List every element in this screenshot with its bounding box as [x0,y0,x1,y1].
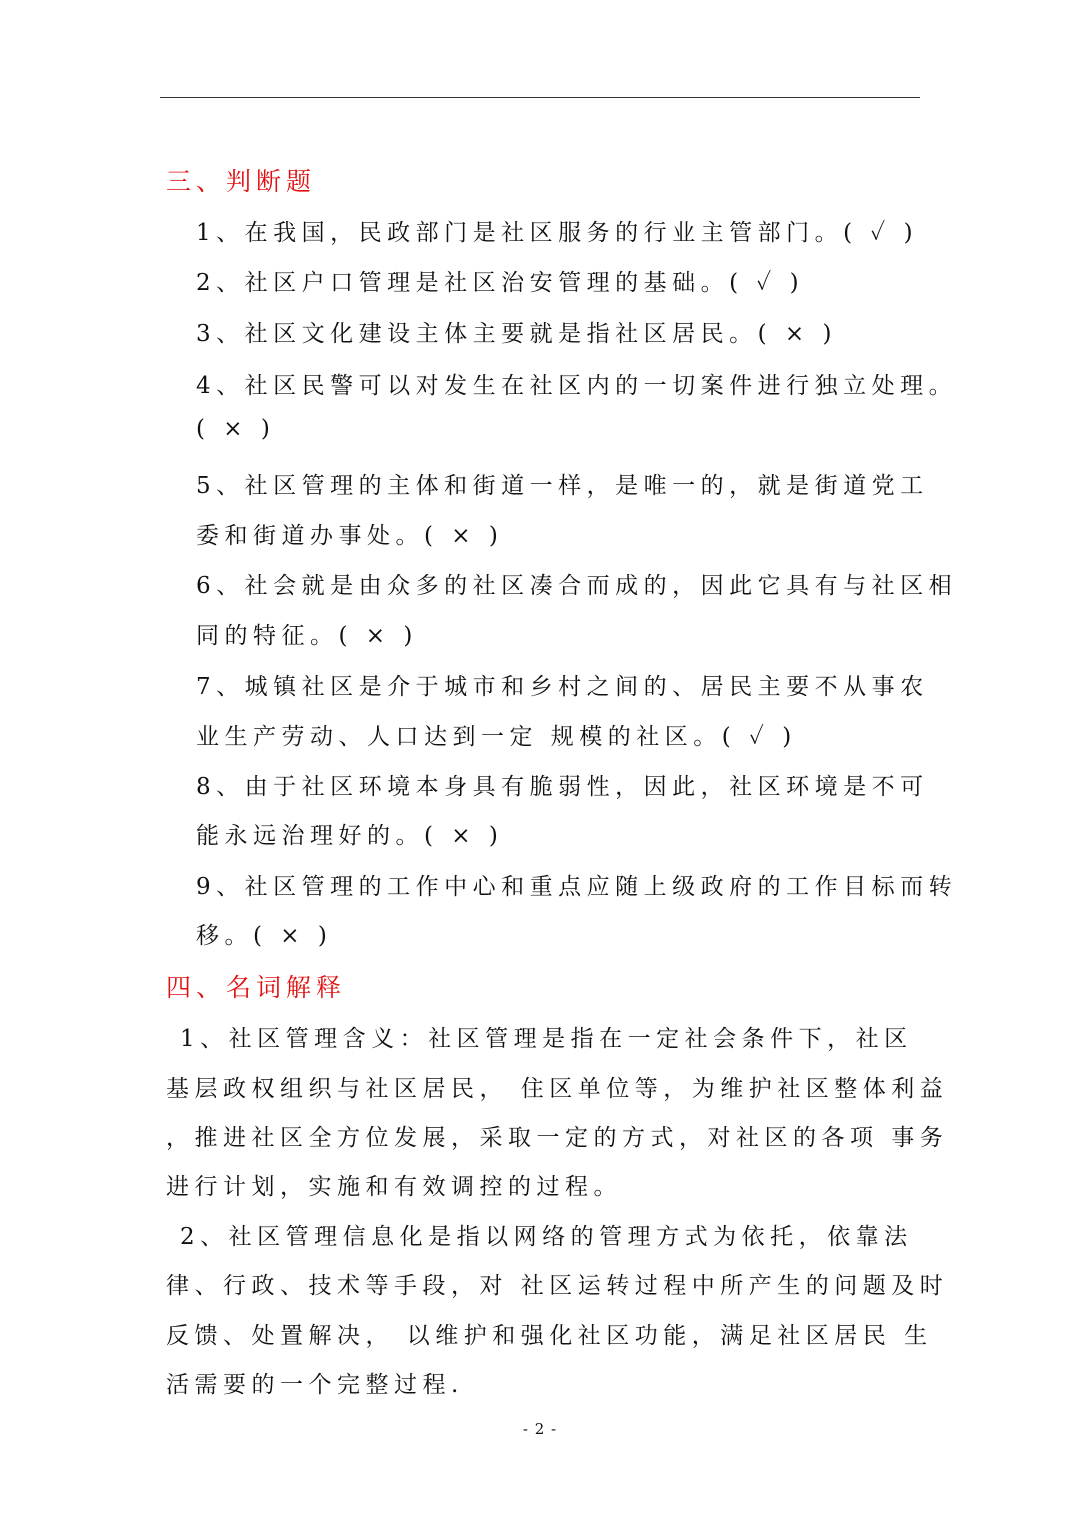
judgment-line: 5、社区管理的主体和街道一样，是唯一的，就是街道党工 [196,473,929,499]
judgment-line: 3、社区文化建设主体主要就是指社区居民。( × ) [196,321,837,347]
judgment-line: 9、社区管理的工作中心和重点应随上级政府的工作目标而转 [196,874,958,900]
judgment-line: 8、由于社区环境本身具有脆弱性，因此，社区环境是不可 [196,774,929,800]
judgment-line: 委和街道办事处。( × ) [196,523,504,549]
definition-line: 2、社区管理信息化是指以网络的管理方式为依托，依靠法 [180,1224,913,1250]
definition-line: 反馈、处置解决， 以维护和强化社区功能，满足社区居民 生 [166,1323,933,1349]
judgment-line: 同的特征。( × ) [196,623,418,649]
definition-line: ，推进社区全方位发展，采取一定的方式，对社区的各项 事务 [166,1125,949,1151]
definition-line: 活需要的一个完整过程. [166,1372,464,1398]
definition-line: 1、社区管理含义：社区管理是指在一定社会条件下，社区 [180,1026,913,1052]
section-heading-terms: 四、名词解释 [166,973,347,1002]
judgment-line: 6、社会就是由众多的社区凑合而成的，因此它具有与社区相 [196,573,958,599]
header-rule [160,97,920,98]
judgment-line: 7、城镇社区是介于城市和乡村之间的、居民主要不从事农 [196,674,929,700]
definition-line: 律、行政、技术等手段，对 社区运转过程中所产生的问题及时 [166,1273,949,1299]
page-number: - 2 - [522,1420,558,1438]
judgment-line: ( × ) [196,416,276,442]
judgment-line: 2、社区户口管理是社区治安管理的基础。( ✓ ) [196,270,805,296]
judgment-line: 1、在我国，民政部门是社区服务的行业主管部门。( ✓ ) [196,220,919,246]
definition-line: 基层政权组织与社区居民， 住区单位等，为维护社区整体利益 [166,1076,949,1102]
judgment-line: 4、社区民警可以对发生在社区内的一切案件进行独立处理。 [196,373,958,399]
judgment-line: 能永远治理好的。( × ) [196,823,504,849]
definition-line: 进行计划，实施和有效调控的过程。 [166,1174,622,1200]
section-heading-judgment: 三、判断题 [166,167,317,196]
judgment-line: 业生产劳动、人口达到一定 规模的社区。( ✓ ) [196,724,797,750]
judgment-line: 移。( × ) [196,923,333,949]
